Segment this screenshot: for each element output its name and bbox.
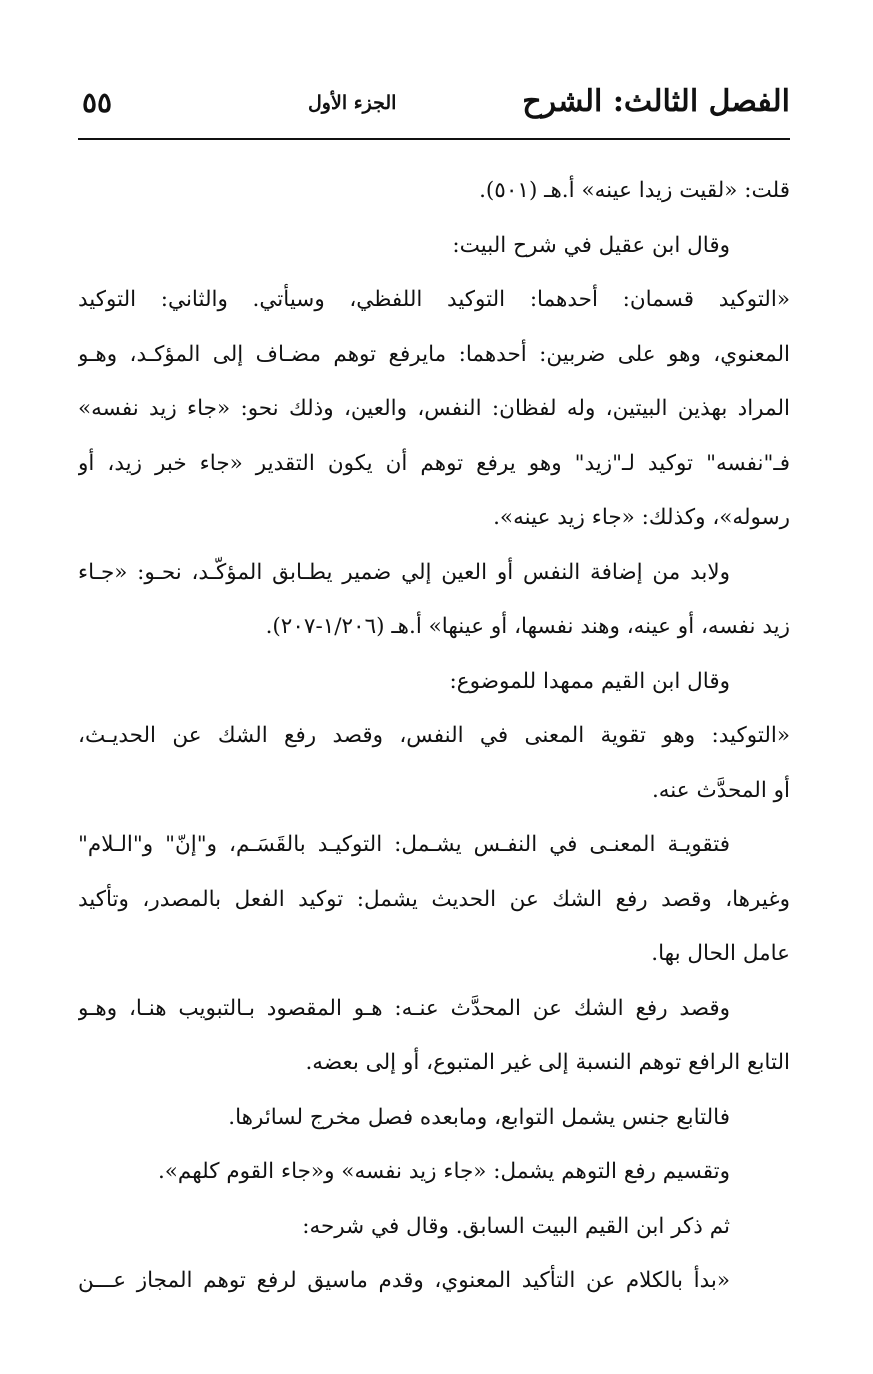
page-body-text: [78, 164, 790, 1309]
text-line: «التوكيد: وهو تقوية المعنى في النفس، وقصد رفع الشك عن الحديـث،: [78, 723, 790, 748]
part-label: الجزء الأول: [308, 92, 397, 114]
text-line: فالتابع جنس يشمل التوابع، ومابعده فصل مخرج لسائرها.: [228, 1104, 730, 1130]
text-line: وغيرها، وقصد رفع الشك عن الحديث يشمل: توكيد الفعل بالمصدر، وتأكيد: [78, 886, 790, 912]
text-line: ثم ذكر ابن القيم البيت السابق. وقال في شرحه:: [302, 1213, 730, 1239]
text-line: رسوله»، وكذلك: «جاء زيد عينه».: [493, 505, 790, 530]
header-divider: [78, 138, 790, 140]
text-line: ولابد من إضافة النفس أو العين إلي ضمير يطـابق المؤكّـد، نحـو: «جـاء: [78, 559, 730, 585]
text-line: التابع الرافع توهم النسبة إلى غير المتبوع، أو إلى بعضه.: [305, 1050, 790, 1075]
chapter-title: الفصل الثالث: الشرح: [522, 84, 790, 119]
text-line: وقصد رفع الشك عن المحدَّث عنـه: هـو المقصود بـالتبويب هنـا، وهـو: [78, 995, 730, 1021]
text-line: فـ"نفسه" توكيد لـ"زيد" وهو يرفع توهم أن يكون التقدير «جاء خبر زيد، أو: [78, 450, 790, 476]
text-line: «التوكيد قسمان: أحدهما: التوكيد اللفظي، وسيأتي. والثاني: التوكيد: [78, 287, 790, 312]
text-line: وقال ابن القيم ممهدا للموضوع:: [449, 668, 730, 694]
text-line: زيد نفسه، أو عينه، وهند نفسها، أو عينها» أ.هـ (١/٢٠٦-٢٠٧).: [265, 614, 790, 639]
text-line: «بدأ بالكلام عن التأكيد المعنوي، وقدم ماسيق لرفع توهم المجاز عـــن: [78, 1268, 730, 1293]
text-line: المعنوي، وهو على ضربين: أحدهما: مايرفع توهم مضـاف إلى المؤكـد، وهـو: [78, 341, 790, 367]
page-header: [78, 78, 790, 130]
text-line: قلت: «لقيت زيدا عينه» أ.هـ (٥٠١).: [479, 178, 790, 203]
text-line: عامل الحال بها.: [651, 941, 790, 966]
text-line: وتقسيم رفع التوهم يشمل: «جاء زيد نفسه» و«جاء القوم كلهم».: [157, 1159, 730, 1184]
text-line: وقال ابن عقيل في شرح البيت:: [452, 232, 730, 258]
text-line: فتقويـة المعنـى في النفـس يشـمل: التوكيـد بالقَسَـم، و"إنّ" و"الـلام": [78, 832, 730, 857]
page-number: ٥٥: [82, 86, 113, 119]
text-line: المراد بهذين البيتين، وله لفظان: النفس، والعين، وذلك نحو: «جاء زيد نفسه»: [78, 396, 790, 421]
text-line: أو المحدَّث عنه.: [651, 777, 790, 803]
